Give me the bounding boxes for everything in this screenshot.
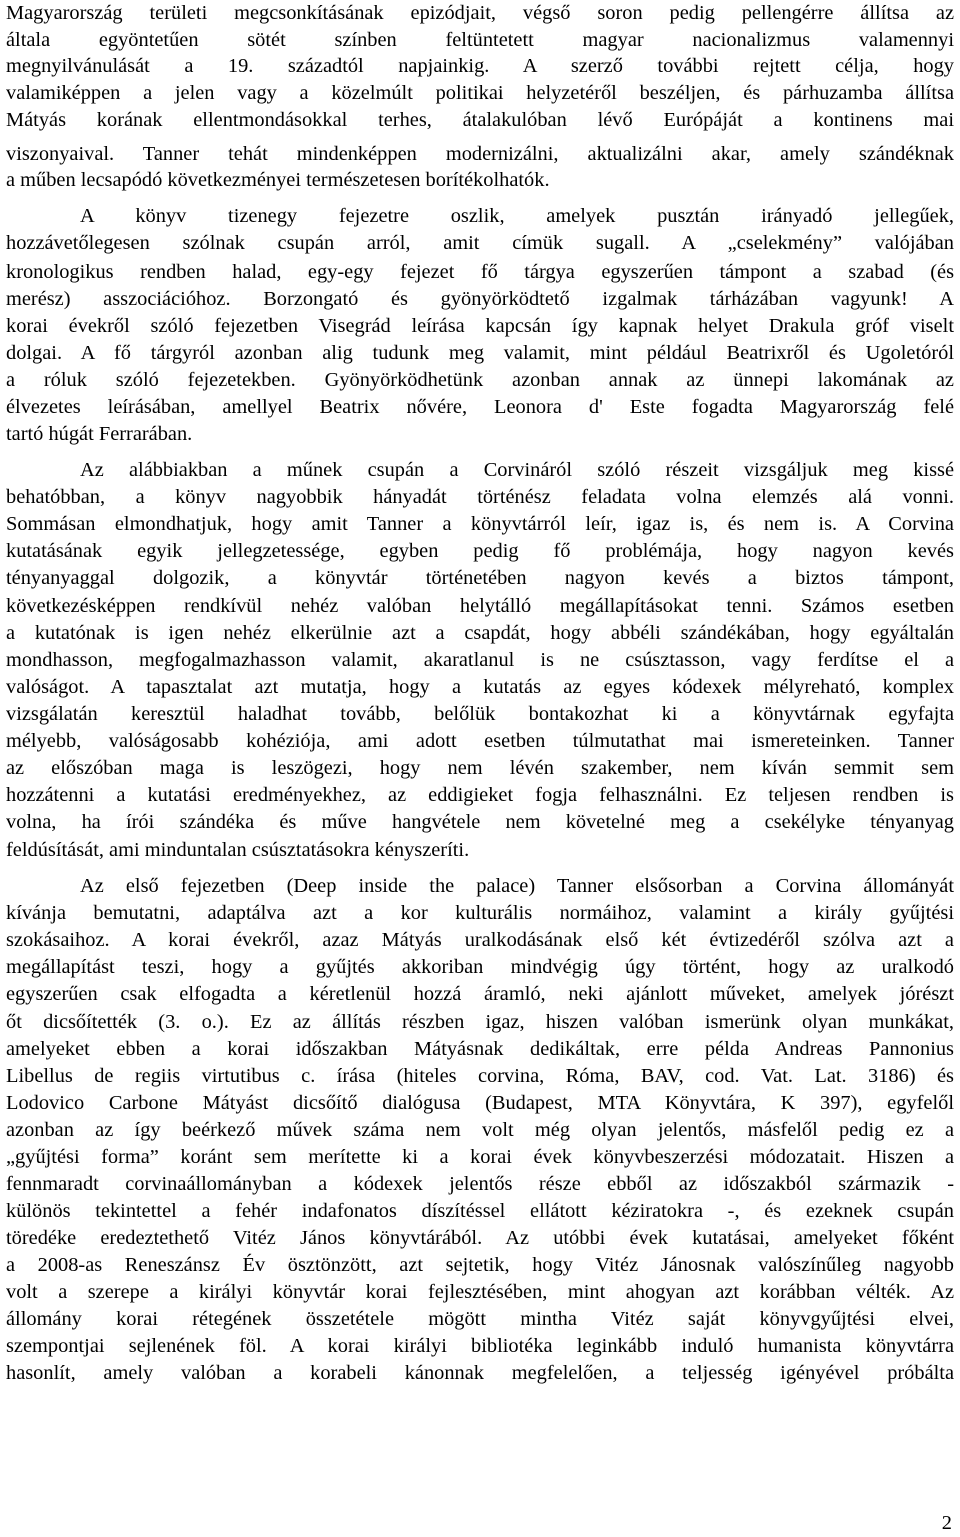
text-line: megállapítást teszi, hogy a gyűjtés akkoriban mindvégig úgy történt, hogy az uralkodó bbox=[6, 956, 954, 978]
text-line: hozzátenni a kutatási eredményekhez, az eddigieket fogja felhasználni. Ez teljesen rendben is bbox=[6, 784, 954, 806]
text-line: hozzávetőlegesen szólnak csupán arról, amit címük sugall. A „cselekmény” valójában bbox=[6, 232, 954, 254]
text-line: élvezetes leírásában, amellyel Beatrix nővére, Leonora d' Este fogadta Magyarország felé bbox=[6, 396, 954, 418]
text-line: töredéke eredeztethető Vitéz János könyvtárából. Az utóbbi évek kutatásai, amelyeket főként bbox=[6, 1227, 954, 1249]
paragraph-start: Az első fejezetben (Deep inside the palace) Tanner elsősorban a Corvina állományát bbox=[80, 875, 954, 897]
text-line: a műben lecsapódó következményei természetesen borítékolhatók. bbox=[6, 169, 550, 191]
text-line: egyszerűen csak elfogadta a kéretlenül hozzá áramló, neki ajánlott műveket, amelyek jórészt bbox=[6, 983, 954, 1005]
text-line: behatóbban, a könyv nagyobbik hányadát történész feladata volna elemzés alá vonni. bbox=[6, 486, 954, 508]
text-line: mondhasson, megfogalmazhasson valamit, akaratlanul is ne csúsztasson, vagy ferdítse el a bbox=[6, 649, 954, 671]
text-line: általa egyöntetűen sötét színben feltüntetett magyar nacionalizmus valamennyi bbox=[6, 28, 954, 51]
text-line: Magyarország területi megcsonkításának epizódjait, végső soron pedig pellengérre állítsa az bbox=[6, 2, 954, 24]
text-line: feldúsítását, ami minduntalan csúsztatásokra kényszeríti. bbox=[6, 839, 470, 861]
text-line: vizsgálatán keresztül haladhat tovább, belőlük bontakozhat ki a könyvtárnak egyfajta bbox=[6, 703, 954, 725]
text-line: kutatásának egyik jellegzetessége, egyben pedig fő problémája, hogy nagyon kevés bbox=[6, 540, 954, 562]
text-line: különös tekintettel a fehér indafonatos díszítéssel ellátott kéziratokra -, és ezeknek csupán bbox=[6, 1200, 954, 1222]
text-line: fennmaradt corvinaállományban a kódexek jelentős része ebből az időszakból származik - bbox=[6, 1173, 954, 1195]
text-line: állomány korai rétegének összetétele mögött mintha Vitéz saját könyvgyűjtési elvei, bbox=[6, 1308, 954, 1330]
text-line: hasonlít, amely valóban a korabeli kánonnak megfelelően, a teljesség igényével próbálta bbox=[6, 1362, 954, 1384]
text-line: szempontjai sejlenének föl. A korai királyi bibliotéka leginkább induló humanista könyvtárra bbox=[6, 1335, 954, 1357]
text-line: volna, ha írói szándéka és műve hangvétele nem követelné meg a csekélyke tényanyag bbox=[6, 811, 954, 833]
text-line: Mátyás korának ellentmondásokkal terhes, átalakulóban lévő Európáját a kontinens mai bbox=[6, 109, 954, 131]
text-line: azonban az így beérkező művek száma nem volt még olyan jelentős, másfelől pedig ez a bbox=[6, 1119, 954, 1141]
text-line: kronologikus rendben halad, egy-egy fejezet fő tárgya egyszerűen támpont a szabad (és bbox=[6, 261, 954, 283]
paragraph-start: A könyv tizenegy fejezetre oszlik, amelyek pusztán irányadó jellegűek, bbox=[80, 205, 954, 227]
paragraph-start: Az alábbiakban a műnek csupán a Corvináról szóló részeit vizsgáljuk meg kissé bbox=[80, 459, 954, 481]
text-line: szokásaihoz. A korai évekről, azaz Mátyás uralkodásának első két évtizedéről szólva azt a bbox=[6, 929, 954, 951]
text-line: a 2008-as Reneszánsz Év ösztönzött, azt sejtetik, hogy Vitéz Jánosnak valószínűleg nagyobb bbox=[6, 1254, 954, 1276]
text-line: merész) asszociációhoz. Borzongató és gyönyörködtető izgalmak tárházában vagyunk! A bbox=[6, 288, 954, 310]
text-line: Libellus de regiis virtutibus c. írása (hiteles corvina, Róma, BAV, cod. Vat. Lat. 3186) és bbox=[6, 1065, 954, 1087]
text-line: a róluk szóló fejezetekben. Gyönyörködhetünk azonban annak az ünnepi lakomának az bbox=[6, 369, 954, 391]
text-line: Sommásan elmondhatjuk, hogy amit Tanner a könyvtárról leír, igaz is, és nem is. A Corvina bbox=[6, 513, 954, 535]
text-line: valamiképpen a jelen vagy a közelmúlt politikai helyzetéről beszéljen, és párhuzamba állítsa bbox=[6, 82, 954, 104]
text-line: a kutatónak is igen nehéz elkerülnie azt a csapdát, hogy abbéli szándékában, hogy egyáltalán bbox=[6, 622, 954, 644]
text-line: valóságot. A tapasztalat azt mutatja, hogy a kutatás az egyes kódexek mélyreható, komplex bbox=[6, 676, 954, 698]
text-line: korai évekről szóló fejezetben Visegrád leírása kapcsán így kapnak helyet Drakula gróf viselt bbox=[6, 315, 954, 337]
text-line: tartó húgát Ferrarában. bbox=[6, 423, 193, 445]
text-line: mélyebb, valóságosabb kohéziója, ami adott esetben túlmutathat mai ismereteinken. Tanner bbox=[6, 730, 954, 752]
text-line: viszonyaival. Tanner tehát mindenképpen modernizálni, aktualizálni akar, amely szándéknak bbox=[6, 143, 954, 165]
text-line: megnyilvánulását a 19. századtól napjainkig. A szerző további rejtett célja, hogy bbox=[6, 54, 954, 77]
text-line: kívánja bemutatni, adaptálva azt a kor kulturális normáihoz, valamint a király gyűjtési bbox=[6, 902, 954, 924]
text-line: volt a szerepe a királyi könyvtár korai fejlesztésében, mint ahogyan azt korábban vélték. Az bbox=[6, 1281, 954, 1303]
page-number: 2 bbox=[941, 1512, 952, 1534]
text-line: tényanyaggal dolgozik, a könyvtár történetében nagyon kevés a biztos támpont, bbox=[6, 567, 954, 589]
text-line: dolgai. A fő tárgyról azonban alig tudunk meg valamit, mint például Beatrixről és Ugoletóról bbox=[6, 342, 954, 364]
text-line: következésképpen rendkívül nehéz valóban helytálló megállapításokat tenni. Számos esetben bbox=[6, 595, 954, 617]
text-line: az előszóban maga is leszögezi, hogy nem lévén szakember, nem kíván semmit sem bbox=[6, 757, 954, 779]
text-line: őt dicsőítették (3. o.). Ez az állítás részben igaz, hiszen valóban ismerünk olyan munkákat, bbox=[6, 1011, 954, 1033]
text-line bbox=[6, 1387, 954, 1413]
text-line: amelyeket ebben a korai időszakban Mátyásnak dedikáltak, erre példa Andreas Pannonius bbox=[6, 1038, 954, 1060]
text-line: Lodovico Carbone Mátyást dicsőítő dialógusa (Budapest, MTA Könyvtára, K 397), egyfelől bbox=[6, 1092, 954, 1114]
text-line: „gyűjtési forma” koránt sem merítette ki a korai évek könyvbeszerzési módozatait. Hiszen a bbox=[6, 1146, 954, 1168]
